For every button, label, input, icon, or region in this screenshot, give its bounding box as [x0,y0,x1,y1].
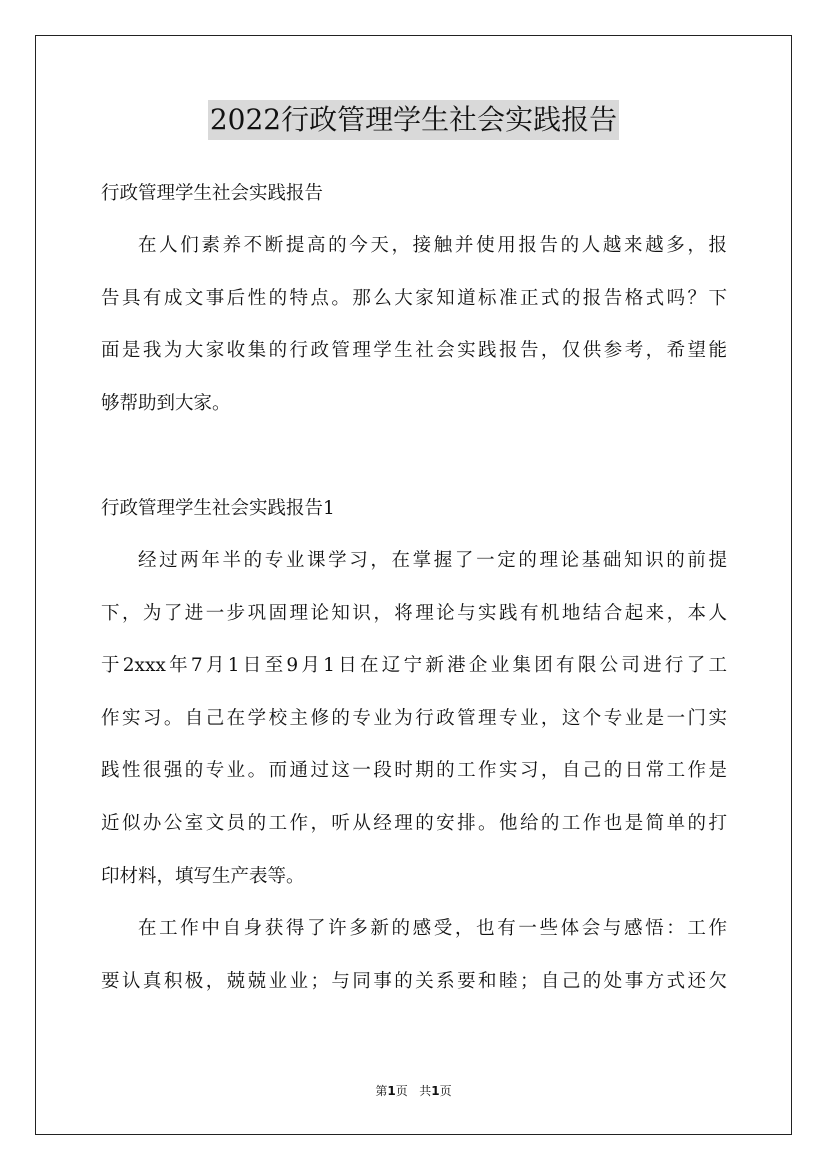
section-heading: 行政管理学生社会实践报告 [101,183,324,204]
paragraph-line: 在工作中自身获得了许多新的感受，也有一些体会与感悟：工作 [138,918,727,940]
footer-total-number: 1 [431,1084,440,1098]
intro-line: 告具有成文事后性的特点。那么大家知道标准正式的报告格式吗？下 [101,287,727,309]
paragraph-line: 践性很强的专业。而通过这一段时期的工作实习，自己的日常工作是 [101,760,727,782]
paragraph-line: 经过两年半的专业课学习，在掌握了一定的理论基础知识的前提 [138,549,727,571]
blank-line [101,430,727,483]
document-title: 2022行政管理学生社会实践报告 [208,100,619,140]
paragraph-line: 要认真积极，兢兢业业；与同事的关系要和睦；自己的处事方式还欠 [101,970,727,992]
footer-page-suffix: 页 [395,1084,408,1098]
title-container [0,100,827,140]
paragraph-line: 近似办公室文员的工作，听从经理的安排。他给的工作也是简单的打 [101,812,727,834]
document-body [101,168,727,1008]
footer-total-suffix: 页 [439,1084,452,1098]
section-heading: 行政管理学生社会实践报告1 [101,497,335,519]
intro-line: 够帮助到大家。 [101,392,231,414]
footer-page-number: 1 [387,1084,396,1098]
paragraph-line: 印材料，填写生产表等。 [101,865,305,887]
intro-line: 在人们素养不断提高的今天，接触并使用报告的人越来越多，报 [138,235,727,256]
intro-line: 面是我为大家收集的行政管理学生社会实践报告，仅供参考，希望能 [101,340,727,362]
paragraph-line: 于2xxx年7月1日至9月1日在辽宁新港企业集团有限公司进行了工 [101,655,727,677]
paragraph-line: 作实习。自己在学校主修的专业为行政管理专业，这个专业是一门实 [101,707,727,729]
page-footer [0,1082,827,1099]
footer-page-prefix: 第 [375,1084,388,1098]
paragraph-line: 下，为了进一步巩固理论知识，将理论与实践有机地结合起来，本人 [101,602,727,624]
footer-total-prefix: 共 [419,1084,432,1098]
